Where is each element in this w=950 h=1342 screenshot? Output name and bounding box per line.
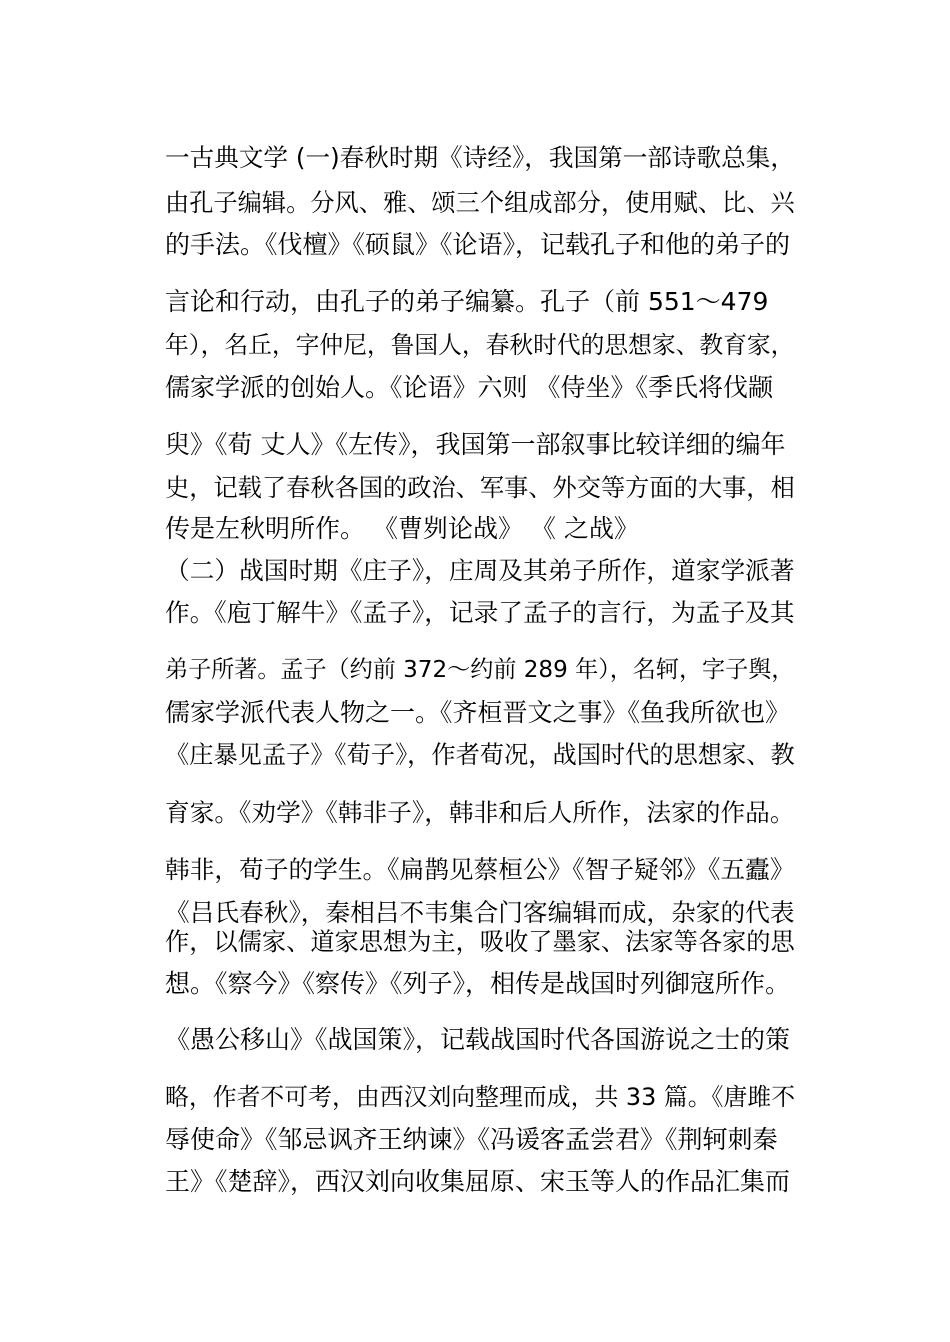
text-line: 作。《庖丁解牛》《孟子》，记录了孟子的言行，为孟子及其 (165, 598, 795, 627)
text-line: 儒家学派的创始人。《论语》六则 《侍坐》《季氏将伐颛 (165, 373, 773, 402)
text-line: 《愚公移山》《战国策》，记载战国时代各国游说之士的策 (165, 1025, 791, 1054)
text-line: 年），名丘，字仲尼，鲁国人，春秋时代的思想家、教育家， (165, 331, 795, 359)
text-line: 的手法。《伐檀》《硕鼠》《论语》，记载孔子和他的弟子的 (165, 230, 791, 259)
text-line: 育家。《劝学》《韩非子》，韩非和后人所作，法家的作品。 (165, 798, 795, 827)
text-line: 儒家学派代表人物之一。《齐桓晋文之事》《鱼我所欲也》 (165, 698, 791, 727)
text-line: 作，以儒家、道家思想为主，吸收了墨家、法家等各家的思 (165, 928, 795, 956)
text-line: 史，记载了春秋各国的政治、军事、外交等方面的大事，相 (165, 474, 795, 502)
text-line: 传是左秋明所作。 《曹刿论战》 《 之战》 (165, 514, 639, 543)
text-line: 想。《察今》《察传》《列子》，相传是战国时列御寇所作。 (165, 969, 791, 998)
text-line: 王》《楚辞》，西汉刘向收集屈原、宋玉等人的作品汇集而 (165, 1167, 791, 1196)
text-line: 韩非，荀子的学生。《扁鹊见蔡桓公》《智子疑邻》《五蠹》 (165, 855, 795, 884)
text-line: 弟子所著。孟子（约前 372～约前 289 年），名轲，字子舆， (165, 657, 795, 683)
text-line: 《吕氏春秋》，秦相吕不韦集合门客编辑而成，杂家的代表 (165, 898, 795, 927)
text-line: 《庄暴见孟子》《荀子》，作者荀况，战国时代的思想家、教 (165, 741, 795, 769)
text-line: 略，作者不可考，由西汉刘向整理而成，共 33 篇。《唐雎不 (165, 1083, 796, 1111)
text-line: 辱使命》《邹忌讽齐王纳谏》《冯谖客孟尝君》《荆轲刺秦 (165, 1125, 778, 1154)
text-line: 臾》《荀 丈人》《左传》，我国第一部叙事比较详细的编年 (165, 430, 786, 459)
text-line: 由孔子编辑。分风、雅、颂三个组成部分，使用赋、比、兴 (165, 189, 795, 217)
text-line: （二）战国时期《庄子》，庄周及其弟子所作，道家学派著 (165, 556, 795, 585)
text-line: 言论和行动，由孔子的弟子编纂。孔子（前 551～479 (165, 287, 769, 316)
text-line: 一古典文学 (一)春秋时期《诗经》，我国第一部诗歌总集， (165, 143, 795, 172)
